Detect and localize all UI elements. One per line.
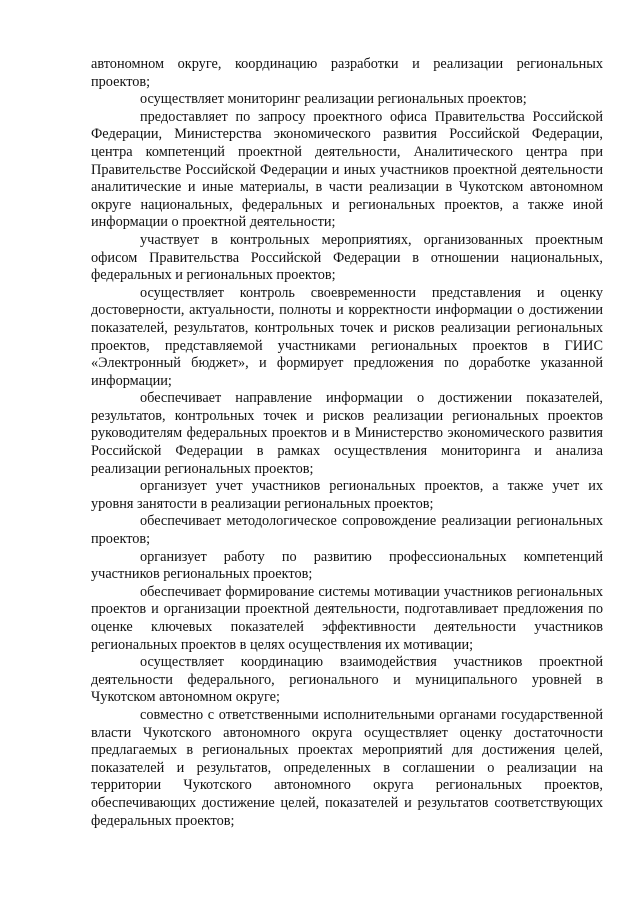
paragraph-information-direction: обеспечивает направление информации о достижении показателей, результатов, контрольных точек и рисков реализации региональных проектов руководителям федеральных проектов и в Министерство экономического развития Российской Федерации в рамках осуществления мониторинга и анализа реализации региональных проектов; bbox=[91, 390, 603, 477]
paragraph-methodological-support: обеспечивает методологическое сопровождение реализации региональных проектов; bbox=[91, 513, 603, 548]
paragraph-participants-accounting: организует учет участников региональных проектов, а также учет их уровня занятости в реализации региональных проектов; bbox=[91, 478, 603, 512]
paragraph-continuation: автономном округе, координацию разработки и реализации региональных проектов; bbox=[91, 56, 603, 90]
paragraph-competence-development: организует работу по развитию профессиональных компетенций участников региональных проектов; bbox=[91, 548, 603, 583]
paragraph-provides-materials: предоставляет по запросу проектного офиса Правительства Российской Федерации, Министерства экономического развития Российской Федерации, центра компетенций проектной деятельности, Аналитического центра при Правительстве Российской Федерации и иных участников проектной деятельности аналитические и иные материалы, в части реализации в Чукотском автономном округе национальных, федеральных и региональных проектов, а также иной информации о проектной деятельности; bbox=[91, 108, 603, 231]
paragraph-sufficiency-assessment: совместно с ответственными исполнительными органами государственной власти Чукотского автономного округа осуществляет оценку достаточности предлагаемых в региональных проектах мероприятий для достижения целей, показателей и результатов, определенных в соглашении о реализации на территории Чукотского автономного округа региональных проектов, обеспечивающих достижение целей, показателей и результатов соответствующих федеральных проектов; bbox=[91, 706, 603, 829]
document-page bbox=[91, 56, 603, 830]
paragraph-monitoring: осуществляет мониторинг реализации региональных проектов; bbox=[140, 91, 527, 108]
paragraph-control-events: участвует в контрольных мероприятиях, организованных проектным офисом Правительства Российской Федерации в отношении национальных, федеральных и региональных проектов; bbox=[91, 231, 603, 284]
paragraph-coordination: осуществляет координацию взаимодействия участников проектной деятельности федерального, регионального и муниципального уровней в Чукотском автономном округе; bbox=[91, 654, 603, 706]
paragraph-motivation-system: обеспечивает формирование системы мотивации участников региональных проектов и организации проектной деятельности, подготавливает предложения по оценке ключевых показателей эффективности деятельности участников региональных проектов в целях осуществления их мотивации; bbox=[91, 583, 603, 653]
paragraph-timeliness-control: осуществляет контроль своевременности представления и оценку достоверности, актуальности, полноты и корректности информации о достижении показателей, результатов, контрольных точек и рисков реализации региональных проектов, представляемой участниками региональных проектов в ГИИС «Электронный бюджет», и формирует предложения по доработке указанной информации; bbox=[91, 284, 603, 389]
